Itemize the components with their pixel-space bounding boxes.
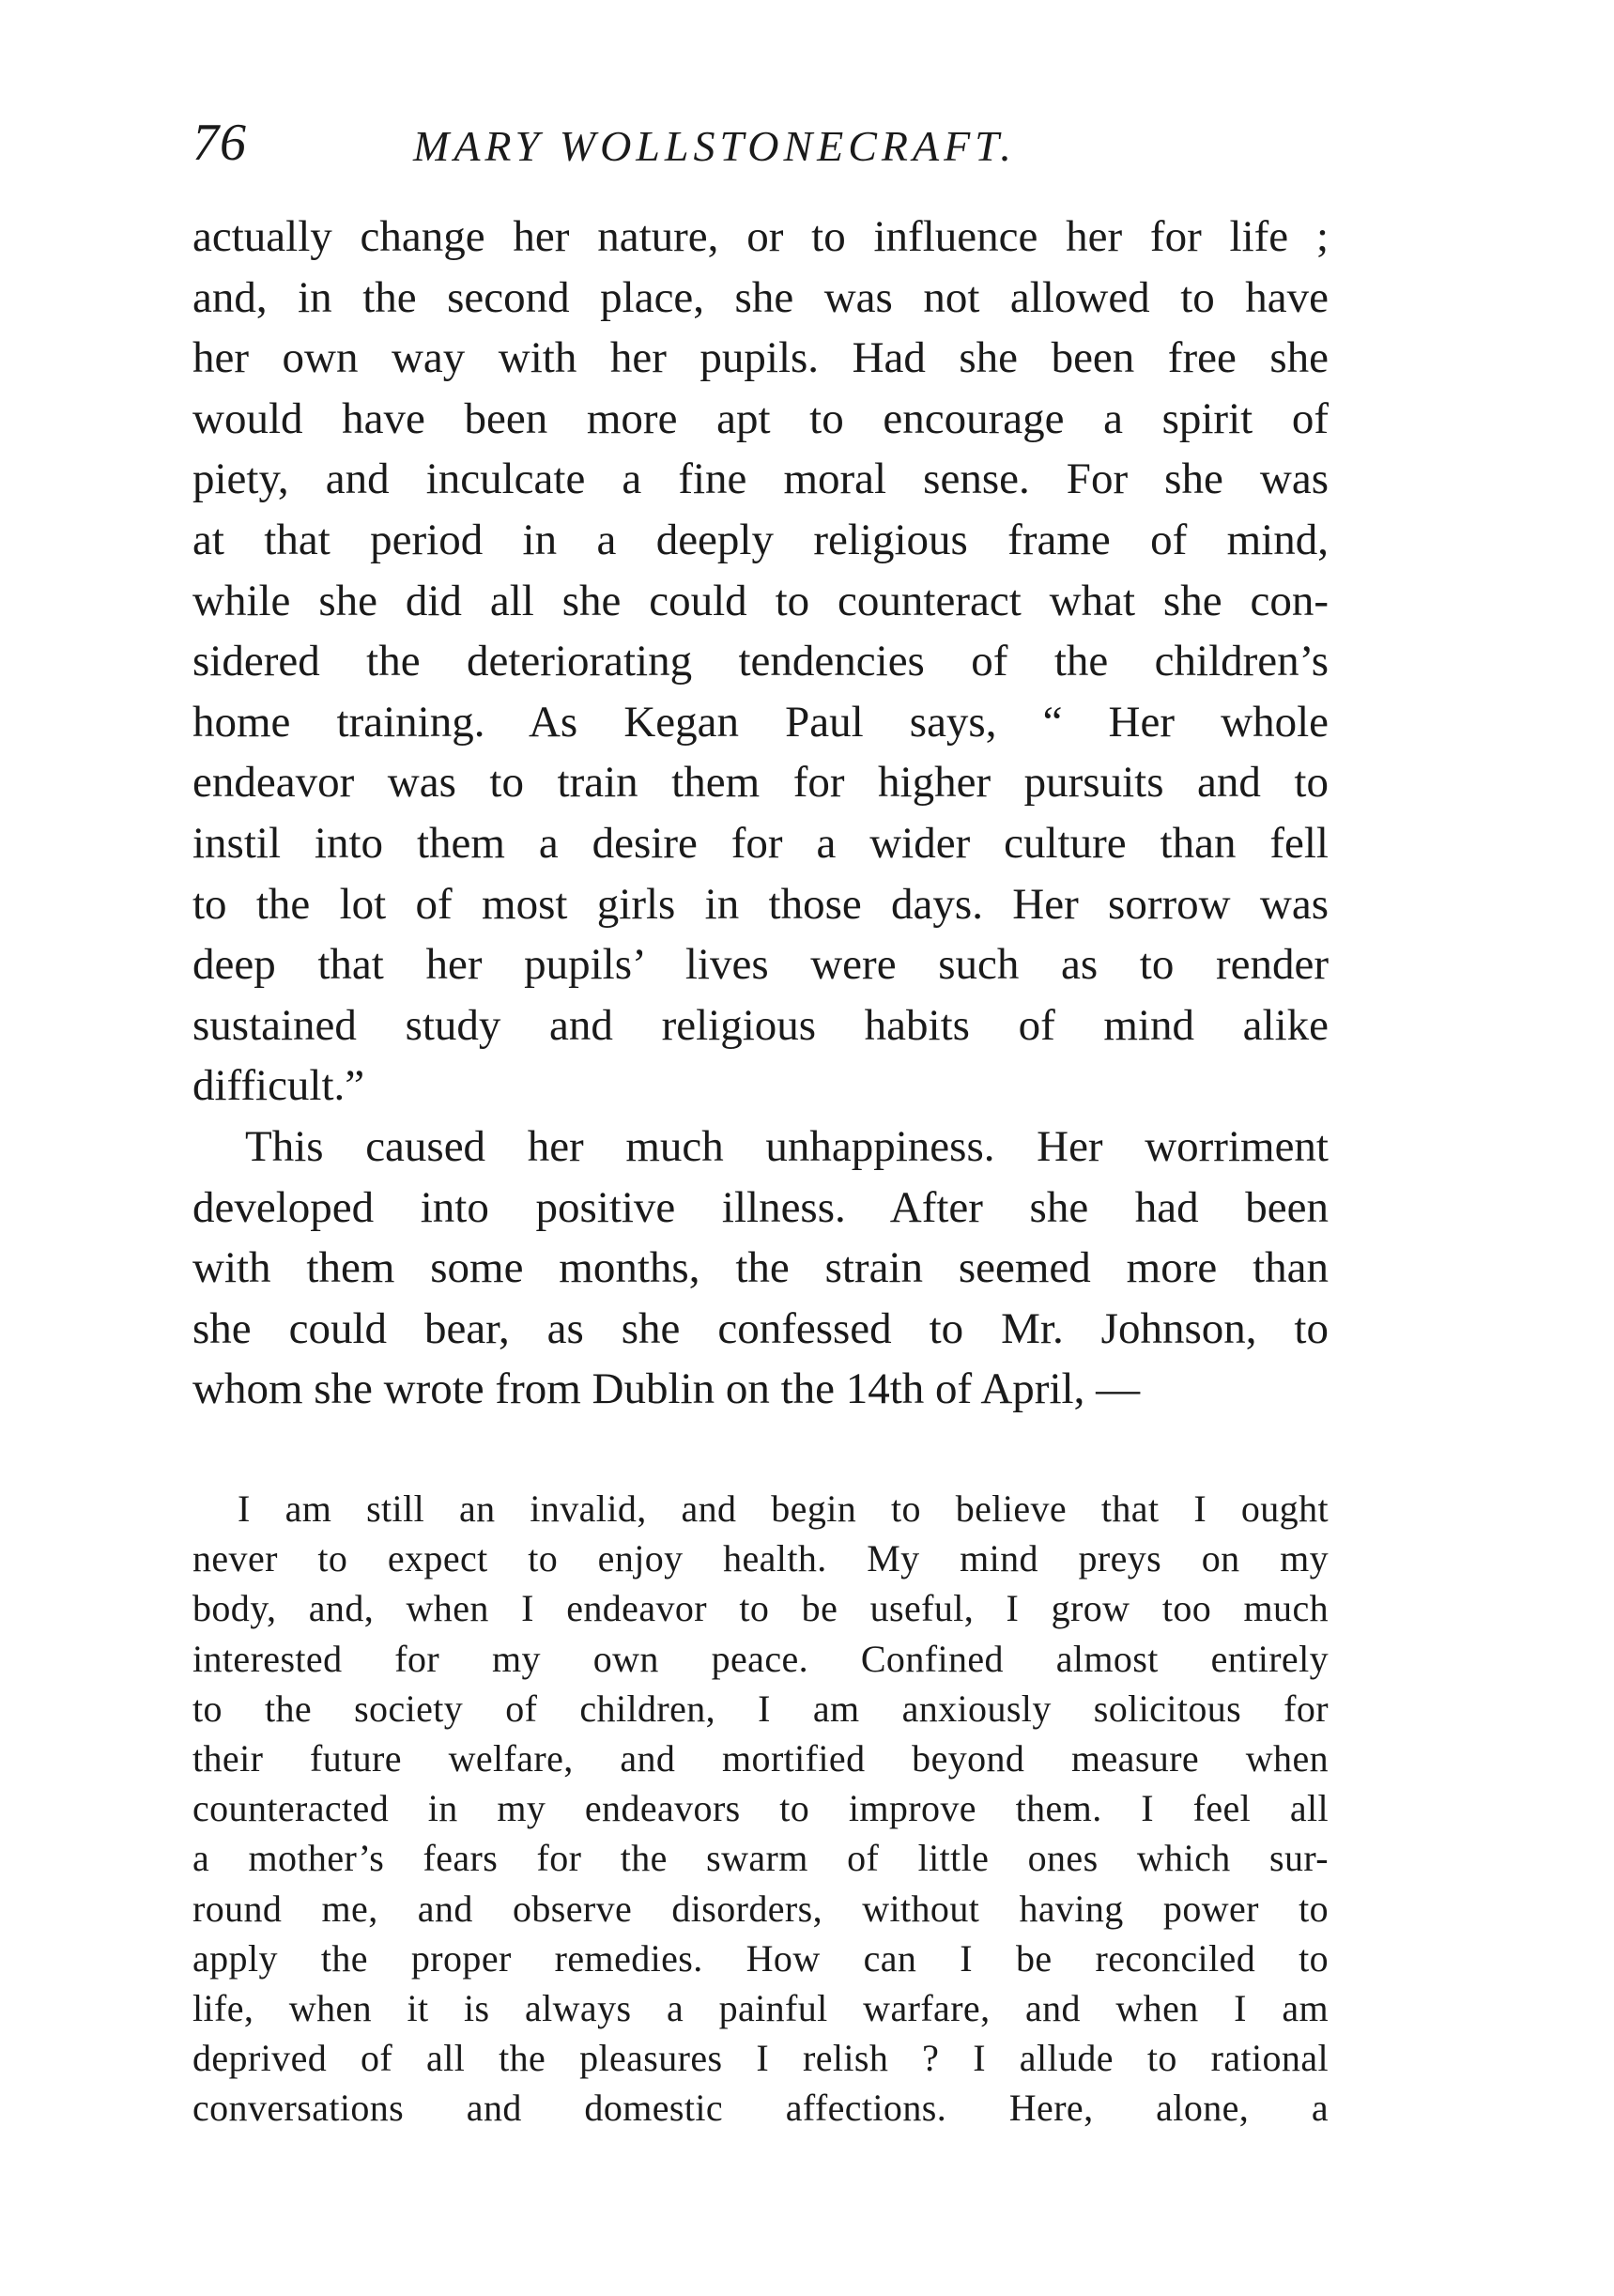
body-line: she could bear, as she confessed to Mr. Johnson, to: [192, 1303, 1329, 1353]
body-line: with them some months, the strain seemed more than: [192, 1243, 1329, 1293]
body-line: sidered the deteriorating tendencies of the children’s: [192, 637, 1329, 686]
body-line: whom she wrote from Dublin on the 14th of April, —: [192, 1364, 1141, 1414]
body-line: and, in the second place, she was not allowed to have: [192, 272, 1329, 322]
quote-line: deprived of all the pleasures I relish ? I allude to rational: [192, 2037, 1329, 2080]
quote-line: apply the proper remedies. How can I be reconciled to: [192, 1936, 1329, 1980]
body-line-paragraph-start: This caused her much unhappiness. Her worriment: [245, 1121, 1329, 1171]
page-number: 76: [192, 114, 247, 172]
body-line: would have been more apt to encourage a spirit of: [192, 393, 1329, 443]
quote-line: body, and, when I endeavor to be useful, I grow too much: [192, 1587, 1329, 1630]
body-line: deep that her pupils’ lives were such as to render: [192, 940, 1329, 990]
body-line: to the lot of most girls in those days. Her sorrow was: [192, 879, 1329, 929]
body-line: piety, and inculcate a fine moral sense. For she was: [192, 455, 1329, 504]
body-line: developed into positive illness. After she had been: [192, 1182, 1329, 1232]
body-line: instil into them a desire for a wider culture than fell: [192, 818, 1329, 868]
running-head: MARY WOLLSTONECRAFT.: [413, 122, 1016, 170]
body-line: at that period in a deeply religious frame of mind,: [192, 515, 1329, 564]
page-header: [192, 105, 1319, 190]
body-line: difficult.”: [192, 1061, 365, 1111]
body-line: actually change her nature, or to influence her for life ;: [192, 212, 1329, 261]
body-line: sustained study and religious habits of mind alike: [192, 1000, 1329, 1050]
body-line: her own way with her pupils. Had she been free she: [192, 333, 1329, 383]
body-line: endeavor was to train them for higher pursuits and to: [192, 758, 1329, 808]
quote-line: round me, and observe disorders, without having power to: [192, 1887, 1329, 1930]
quote-line: conversations and domestic affections. Here, alone, a: [192, 2087, 1329, 2130]
quote-line: life, when it is always a painful warfare, and when I am: [192, 1986, 1329, 2029]
quote-line: to the society of children, I am anxiously solicitous for: [192, 1687, 1329, 1730]
quote-line: their future welfare, and mortified beyond measure when: [192, 1736, 1329, 1780]
quote-line: counteracted in my endeavors to improve them. I feel all: [192, 1787, 1329, 1830]
body-text: [192, 207, 1329, 1420]
body-line: while she did all she could to counteract what she con-: [192, 576, 1329, 625]
quote-line: interested for my own peace. Confined almost entirely: [192, 1637, 1329, 1680]
quote-line-start: I am still an invalid, and begin to believe that I ought: [238, 1487, 1329, 1530]
quote-line: never to expect to enjoy health. My mind preys on my: [192, 1537, 1329, 1580]
quote-line: a mother’s fears for the swarm of little ones which sur-: [192, 1837, 1329, 1880]
block-quote: [192, 1484, 1329, 2133]
body-line: home training. As Kegan Paul says, “ Her whole: [192, 697, 1329, 747]
